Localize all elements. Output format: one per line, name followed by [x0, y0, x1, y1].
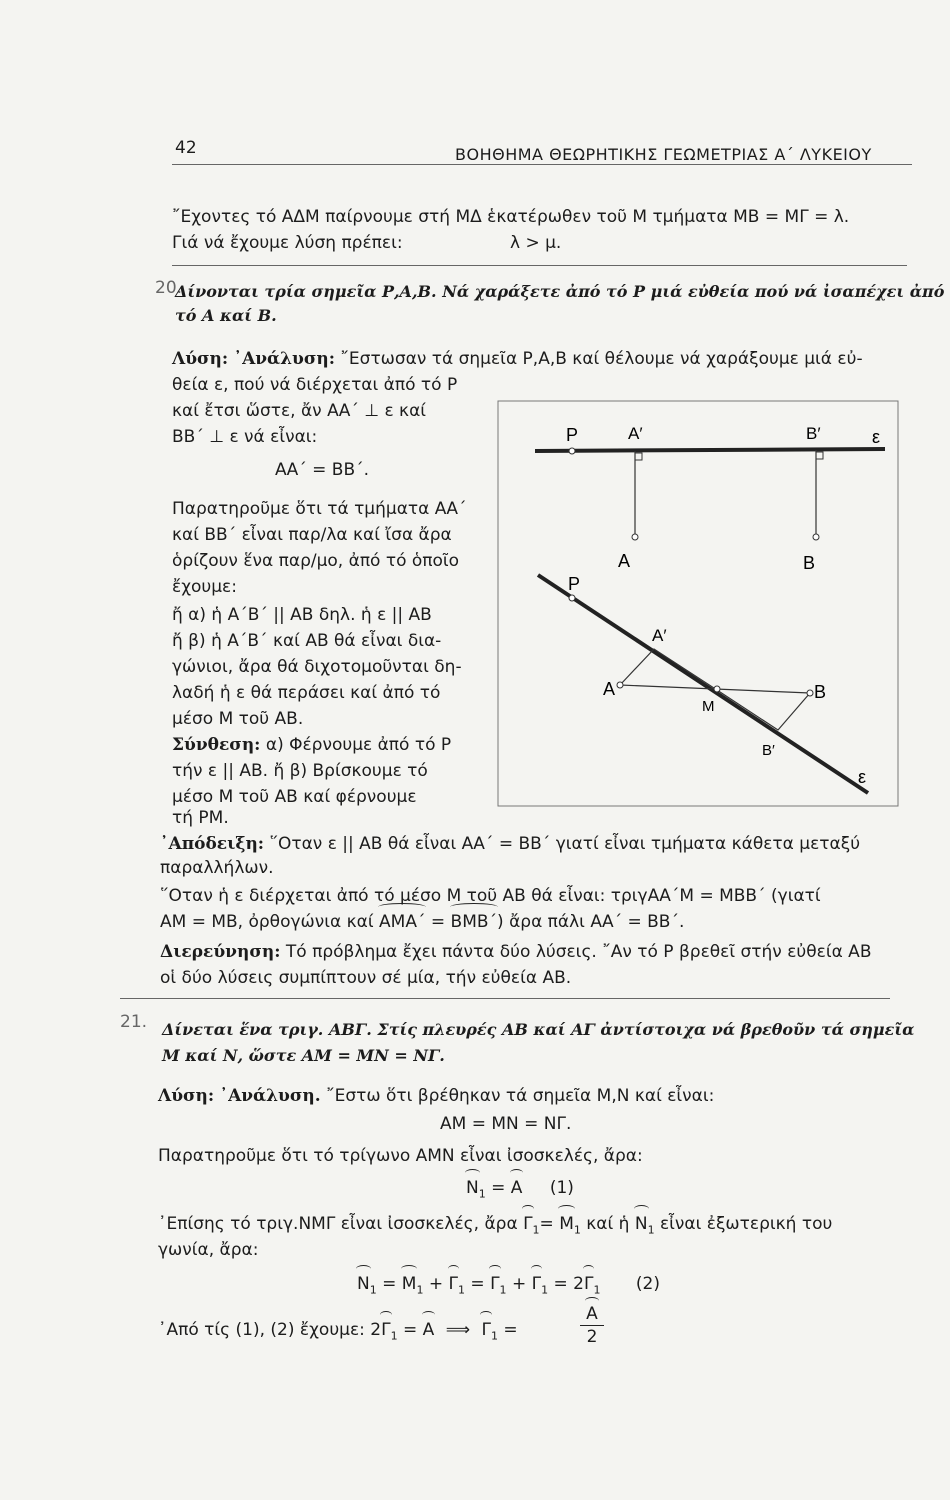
angle-N-symbol: Ν: [466, 1176, 479, 1201]
angle-G-symbol: Γ: [532, 1272, 541, 1297]
problem-21-statement-2: Μ καί Ν, ὥστε ΑΜ = ΜΝ = ΝΓ.: [162, 1046, 445, 1065]
lusi-label: Λύση:: [172, 349, 229, 369]
subscript: 1: [532, 1223, 540, 1237]
page-number: 42: [175, 138, 197, 158]
apodeixi-label: ᾽Απόδειξη:: [160, 834, 265, 854]
label-A-bottom: A: [603, 679, 616, 699]
angle-G-symbol: Γ: [481, 1318, 490, 1343]
p21-also-line-2: γωνία, ἄρα:: [158, 1240, 259, 1260]
synthesis-text-1: α) Φέρνουμε ἀπό τό Ρ: [265, 735, 452, 755]
p21-equation-2: $N_1 = M_1 + \Gamma_1 = \Gamma_1 + \Gamma_1 = 2\Gamma_1$ (2): [357, 1274, 660, 1297]
angle-M-symbol: Μ: [559, 1212, 574, 1237]
running-title: ΒΟΗΘΗΜΑ ΘΕΩΡΗΤΙΚΗΣ ΓΕΩΜΕΤΡΙΑΣ Α΄ ΛΥΚΕΙΟΥ: [455, 145, 872, 164]
label-P-top: P: [566, 425, 579, 445]
problem-20-number: 20.: [155, 278, 183, 298]
proof-eq: =: [425, 912, 451, 932]
discussion-line-1: [160, 940, 871, 965]
right-angle-marker-A: [635, 453, 642, 460]
coefficient-2: 2: [573, 1274, 584, 1294]
label-B-top: B: [803, 553, 816, 573]
angle-N-symbol: Ν: [635, 1212, 648, 1237]
case-b-1: ἤ β) ἡ Α΄Β΄ καί ΑΒ θά εἶναι δια-: [172, 631, 442, 651]
problem-20-statement-2: τό Α καί Β.: [175, 306, 277, 325]
p21-also-line: [158, 1212, 832, 1242]
also-text-b: =: [539, 1214, 560, 1234]
discussion-line-2: οἱ δύο λύσεις συμπίπτουν σέ μία, τήν εὐθεία ΑΒ.: [160, 968, 572, 988]
proof-line-1: [160, 832, 860, 857]
angle-G-symbol: Γ: [523, 1212, 532, 1237]
subscript: 1: [647, 1223, 655, 1237]
p21-final-line: [158, 1318, 518, 1348]
fraction-numerator: [580, 1304, 604, 1324]
problem-21-number: 21.: [120, 1012, 148, 1032]
case-b-3: λαδή ἡ ε θά περάσει καί ἀπό τό: [172, 683, 441, 703]
synthesis-line-1: [172, 733, 451, 758]
equals-sign: =: [470, 1274, 485, 1294]
label-epsilon-top: ε: [872, 427, 881, 447]
case-a: ἤ α) ἡ Α΄Β΄ || ΑΒ δηλ. ἡ ε || ΑΒ: [172, 605, 432, 625]
subscript: 1: [390, 1329, 398, 1343]
geometry-figure: [490, 395, 905, 815]
fraction-denominator: 2: [586, 1327, 598, 1347]
intro-line-2: Γιά νά ἔχουμε λύση πρέπει:: [172, 233, 403, 253]
observation-line-3: ὁρίζουν ἕνα παρ/μο, ἀπό τό ὁποῖο: [172, 551, 460, 571]
angle-A-symbol: Α: [511, 1176, 523, 1201]
p21-analysi-label: ᾽Ανάλυση.: [219, 1086, 321, 1106]
angle-A-symbol: Α: [423, 1318, 435, 1343]
problem-21-statement-1: Δίνεται ἕνα τριγ. ΑΒΓ. Στίς πλευρές ΑΒ καί ΑΓ ἀντίστοιχα νά βρεθοῦν τά σημεῖα: [162, 1020, 915, 1039]
section-rule-2: [120, 998, 890, 999]
observation-line-4: ἔχουμε:: [172, 577, 237, 597]
fraction-bar: [580, 1325, 604, 1326]
analysis-line-4: ΒΒ΄ ⊥ ε νά εἶναι:: [172, 427, 318, 447]
analysis-line-1: [172, 347, 863, 372]
analysis-text-1: ῎Εστωσαν τά σημεῖα Ρ,Α,Β καί θέλουμε νά χαράξουμε μιά εὐ-: [340, 349, 863, 369]
line-epsilon-top: [535, 449, 885, 451]
intro-line-1: ῎Εχοντες τό ΑΔΜ παίρνουμε στή ΜΔ ἑκατέρωθεν τοῦ Μ τμήματα ΜΒ = ΜΓ = λ.: [172, 207, 850, 227]
p21-analysis-text: ῎Εστω ὅτι βρέθηκαν τά σημεῖα Μ,Ν καί εἶναι:: [326, 1086, 715, 1106]
analysi-label: ᾽Ανάλυση:: [233, 349, 336, 369]
angle-BMB-prime: ΒΜΒ΄: [451, 910, 498, 935]
intro-condition: λ > μ.: [510, 233, 562, 253]
synthesis-line-4: τή ΡΜ.: [172, 808, 229, 828]
case-b-2: γώνιοι, ἄρα θά διχοτομοῦνται δη-: [172, 657, 462, 677]
also-text-d: εἶναι ἐξωτερική του: [654, 1214, 833, 1234]
proof-text-1: ῞Οταν ε || ΑΒ θά εἶναι ΑΑ΄ = ΒΒ΄ γιατί εἶναι τμήματα κάθετα μεταξύ: [269, 834, 861, 854]
section-rule-1: [172, 265, 907, 266]
synthesi-label: Σύνθεση:: [172, 735, 261, 755]
observation-line-2: καί ΒΒ΄ εἶναι παρ/λα καί ἴσα ἄρα: [172, 525, 452, 545]
label-A-prime-top: A′: [628, 424, 643, 443]
label-B-bottom: B: [814, 682, 827, 702]
point-P-bottom: [569, 595, 575, 601]
synthesis-line-3: μέσο Μ τοῦ ΑΒ καί φέρνουμε: [172, 787, 417, 807]
label-epsilon-bottom: ε: [858, 767, 867, 787]
subscript: 1: [458, 1283, 465, 1297]
diereunisi-label: Διερεύνηση:: [160, 942, 281, 962]
angle-G-symbol: Γ: [490, 1272, 499, 1297]
point-A-bottom: [617, 682, 623, 688]
label-B-prime-bottom: B′: [762, 742, 775, 759]
case-b-4: μέσο Μ τοῦ ΑΒ.: [172, 709, 304, 729]
proof-line-4: [160, 910, 684, 935]
angle-AMA-prime: ΑΜΑ΄: [379, 910, 425, 935]
right-angle-marker-B: [816, 452, 823, 459]
also-text-c: καί ἡ: [580, 1214, 635, 1234]
angle-G-symbol: Γ: [449, 1272, 458, 1297]
subscript: 1: [369, 1283, 377, 1297]
subscript: 1: [499, 1283, 507, 1297]
analysis-line-2: θεία ε, πού νά διέρχεται ἀπό τό Ρ: [172, 375, 458, 395]
angle-M-symbol: Μ: [402, 1272, 417, 1297]
implies-arrow: ⟹: [445, 1320, 471, 1340]
subscript: 1: [573, 1223, 581, 1237]
p21-equation-1-angles: [466, 1176, 574, 1206]
point-B-bottom: [807, 690, 813, 696]
equals-sign: =: [403, 1320, 418, 1340]
discussion-text-1: Τό πρόβλημα ἔχει πάντα δύο λύσεις. ῎Αν τό Ρ βρεθεῖ στήν εὐθεία ΑΒ: [285, 942, 872, 962]
p21-lusi-label: Λύση:: [158, 1086, 215, 1106]
observation-line-1: Παρατηροῦμε ὅτι τά τμήματα ΑΑ΄: [172, 499, 467, 519]
equals-sign: =: [553, 1274, 568, 1294]
equals-sign: =: [382, 1274, 397, 1294]
label-B-prime-top: B′: [806, 424, 821, 443]
proof-line-3: ῞Οταν ἡ ε διέρχεται ἀπό τό μέσο Μ τοῦ ΑΒ θά εἶναι: τριγΑΑ΄Μ = ΜΒΒ΄ (γιατί: [160, 886, 821, 906]
figure-frame: [498, 401, 898, 806]
synthesis-line-2: τήν ε || ΑΒ. ἤ β) Βρίσκουμε τό: [172, 761, 428, 781]
proof-text-4b: ) ἄρα πάλι ΑΑ΄ = ΒΒ΄.: [497, 912, 685, 932]
equation-aa-bb: ΑΑ΄ = ΒΒ΄.: [275, 460, 370, 480]
angle-G-symbol: Γ: [381, 1318, 390, 1343]
equals-sign: =: [503, 1320, 518, 1340]
proof-line-2: παραλλήλων.: [160, 858, 274, 878]
subscript: 1: [593, 1283, 601, 1297]
angle-A-symbol: Α: [586, 1304, 598, 1324]
point-A-top: [632, 534, 638, 540]
problem-20-statement-1: Δίνονται τρία σημεῖα Ρ,Α,Β. Νά χαράξετε ἀπό τό Ρ μιά εὐθεία πού νά ἰσαπέχει ἀπό: [175, 282, 945, 301]
also-text-a: ᾽Επίσης τό τριγ.ΝΜΓ εἶναι ἰσοσκελές, ἄρα: [158, 1214, 518, 1234]
final-text-a: ᾽Από τίς (1), (2) ἔχουμε: 2: [158, 1320, 382, 1340]
fraction-A-over-2: [580, 1304, 604, 1347]
analysis-line-3: καί ἔτσι ὥστε, ἄν ΑΑ΄ ⊥ ε καί: [172, 401, 427, 421]
angle-G-symbol: Γ: [584, 1272, 593, 1297]
subscript: 1: [416, 1283, 424, 1297]
label-P-bottom: P: [568, 574, 581, 594]
point-M-bottom: [714, 686, 720, 692]
p21-observation: Παρατηροῦμε ὅτι τό τρίγωνο ΑΜΝ εἶναι ἰσοσκελές, ἄρα:: [158, 1146, 643, 1166]
header-rule: [172, 164, 912, 165]
subscript: 1: [490, 1329, 498, 1343]
label-A-prime-bottom: A′: [652, 626, 667, 645]
p21-equation-1: ΑΜ = ΜΝ = ΝΓ.: [440, 1114, 572, 1134]
point-P-top: [569, 448, 575, 454]
label-A-top: A: [618, 551, 631, 571]
proof-text-4a: ΑΜ = ΜΒ, ὀρθογώνια καί: [160, 912, 374, 932]
eq-ref-2: (2): [635, 1274, 660, 1294]
eq-ref-1: (1): [549, 1178, 574, 1198]
subscript: 1: [541, 1283, 549, 1297]
angle-N-symbol: Ν: [357, 1272, 370, 1297]
label-M-bottom: M: [702, 698, 715, 715]
equals-sign: =: [491, 1178, 506, 1198]
p21-analysis-line-1: [158, 1084, 714, 1109]
point-B-top: [813, 534, 819, 540]
subscript: 1: [478, 1187, 486, 1201]
